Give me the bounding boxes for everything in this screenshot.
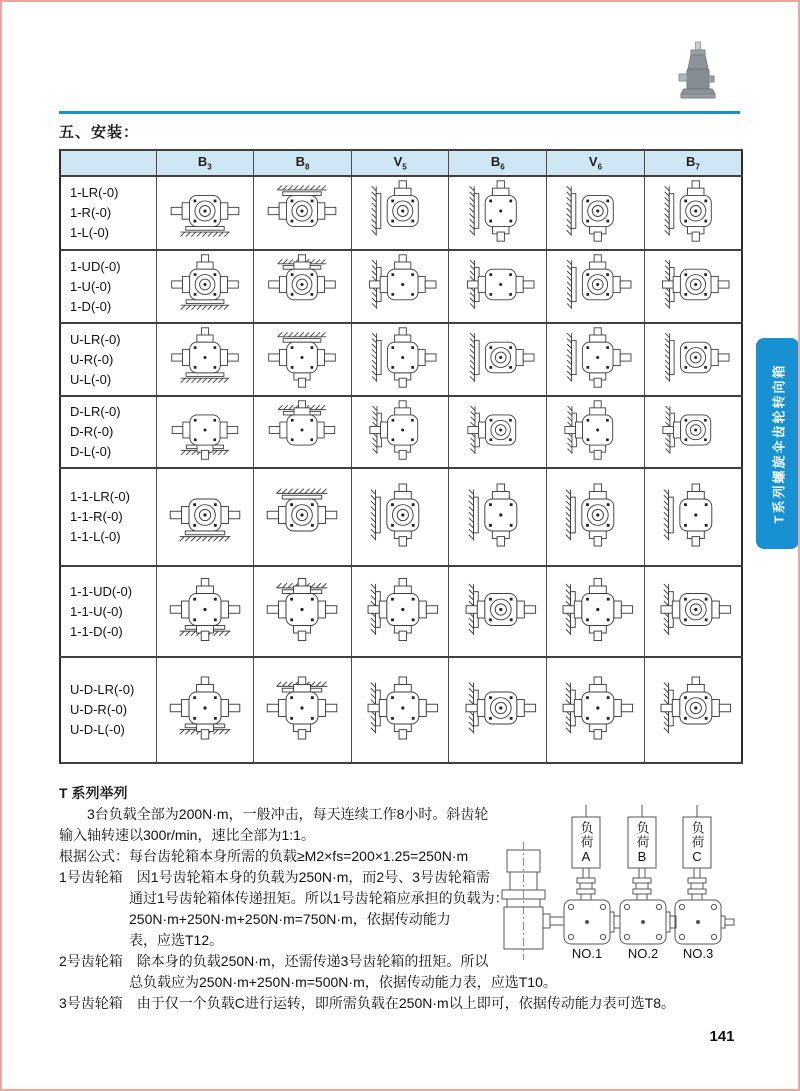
model-label-cell <box>60 323 156 396</box>
installation-cell <box>547 250 645 323</box>
table-row <box>60 468 742 566</box>
model-label-cell <box>60 250 156 323</box>
gearbox-floor-mount-icon <box>158 471 252 559</box>
unit-number-label: NO.3 <box>682 946 714 961</box>
series-side-tab <box>756 338 799 549</box>
header-row <box>60 150 742 176</box>
example-line: 2号齿轮箱 除本身的负载250N·m，还需传递3号齿轮箱的扭矩。所以 <box>59 953 489 969</box>
blue-divider <box>59 111 740 114</box>
model-label: 1-R(-0) <box>70 205 112 220</box>
installation-cell <box>254 468 352 566</box>
installation-cell <box>254 566 352 657</box>
installation-cell <box>254 396 352 468</box>
model-label-cell <box>60 176 156 250</box>
model-label: 1-L(-0) <box>70 225 110 240</box>
gearbox-wall-mount-icon <box>548 179 642 243</box>
installation-cell <box>449 566 547 657</box>
installation-cell <box>351 657 449 763</box>
gearbox-wall-mount-icon <box>353 660 447 756</box>
column-header: $B_3$ <box>156 150 254 176</box>
installation-cell <box>547 323 645 396</box>
model-label: U-LR(-0) <box>70 331 121 347</box>
installation-cell <box>351 566 449 657</box>
installation-cell <box>449 176 547 250</box>
gearbox-floor-mount-icon <box>158 399 252 461</box>
model-label: 1-1-L(-0) <box>70 529 121 544</box>
model-label: U-D-R(-0) <box>70 702 128 717</box>
table-row <box>60 323 742 396</box>
example-line: 输入轴转速以300r/min，速比全部为1:1。 <box>59 827 315 843</box>
column-header: $V_6$ <box>547 150 645 176</box>
gearbox-units <box>564 900 734 944</box>
installation-cell <box>254 323 352 396</box>
model-label-cell <box>60 396 156 468</box>
installation-cell <box>254 657 352 763</box>
table-row <box>60 657 742 763</box>
gearbox-wall-mount-icon <box>353 471 447 559</box>
page-number: 141 <box>709 1028 735 1045</box>
installation-cell <box>156 566 254 657</box>
installation-cell <box>351 323 449 396</box>
gearbox-wall-mount-icon <box>353 399 447 461</box>
installation-cell <box>254 176 352 250</box>
model-label-cell <box>60 657 156 763</box>
example-line: 1号齿轮箱 因1号齿轮箱本身的负载为250N·m，而2号、3号齿轮箱需 <box>59 869 490 885</box>
installation-cell <box>644 468 742 566</box>
gearbox-wall-mount-icon <box>646 253 740 316</box>
gearbox-wall-mount-icon <box>646 569 740 650</box>
gearbox-wall-mount-icon <box>451 471 545 559</box>
model-label: 1-1-R(-0) <box>70 509 123 524</box>
model-label: 1-UD(-0) <box>70 258 121 274</box>
corner-cell <box>60 150 156 176</box>
example-line: 表，应选T12。 <box>59 932 224 948</box>
model-label: U-D-L(-0) <box>70 722 125 737</box>
installation-cell <box>644 566 742 657</box>
example-line: 3号齿轮箱 由于仅一个负载C进行运转，即所需负载在250N·m以上即可，依据传动能力表可选T8。 <box>59 995 676 1011</box>
model-label: 1-1-UD(-0) <box>70 583 133 599</box>
gearbox-wall-mount-icon <box>548 399 642 461</box>
gearbox-ceiling-mount-icon <box>255 660 349 756</box>
installation-cell <box>449 250 547 323</box>
gearbox-wall-mount-icon <box>646 326 740 389</box>
example-line: 3台负载全部为200N·m，一般冲击，每天连续工作8小时。斜齿轮 <box>59 806 489 822</box>
installation-cell <box>254 250 352 323</box>
table-row <box>60 566 742 657</box>
bevel-gearbox-photo-icon <box>678 41 718 101</box>
load-label: 负荷C <box>689 821 705 865</box>
gearbox-wall-mount-icon <box>548 253 642 316</box>
installation-cell <box>156 396 254 468</box>
gearbox-floor-mount-icon <box>158 326 252 389</box>
model-label: U-L(-0) <box>70 371 112 387</box>
gearbox-ceiling-mount-icon <box>255 399 349 461</box>
model-label: U-D-LR(-0) <box>70 682 135 697</box>
motor-drawing <box>502 842 564 960</box>
load-label: 负荷B <box>634 821 650 865</box>
gearbox-ceiling-mount-icon <box>255 471 349 559</box>
installation-cell <box>449 657 547 763</box>
column-header: $V_5$ <box>351 150 449 176</box>
installation-cell <box>449 323 547 396</box>
section-heading: 五、安装： <box>59 124 140 141</box>
gearbox-wall-mount-icon <box>451 569 545 650</box>
installation-cell <box>156 468 254 566</box>
column-header: $B_8$ <box>254 150 352 176</box>
gearbox-floor-mount-icon <box>158 179 252 243</box>
load-label: 负荷A <box>578 821 594 865</box>
model-label: 1-D(-0) <box>70 298 112 314</box>
model-label: 1-1-U(-0) <box>70 603 123 619</box>
table-row <box>60 176 742 250</box>
gearbox-floor-mount-icon <box>158 253 252 316</box>
model-label-cell <box>60 468 156 566</box>
unit-number-label: NO.1 <box>571 946 603 961</box>
installation-cell <box>644 323 742 396</box>
gearbox-wall-mount-icon <box>353 253 447 316</box>
installation-cell <box>644 657 742 763</box>
example-line: 250N·m+250N·m+250N·m=750N·m，依据传动能力 <box>59 911 451 927</box>
gearbox-wall-mount-icon <box>548 660 642 756</box>
example-line: 通过1号齿轮箱体传递扭矩。所以1号齿轮箱应承担的负载为： <box>59 890 509 906</box>
gearbox-wall-mount-icon <box>548 326 642 389</box>
model-label: 1-U(-0) <box>70 278 112 294</box>
column-header: $B_7$ <box>644 150 742 176</box>
gearbox-wall-mount-icon <box>646 179 740 243</box>
gearbox-ceiling-mount-icon <box>255 253 349 316</box>
gearbox-wall-mount-icon <box>646 660 740 756</box>
installation-cell <box>156 323 254 396</box>
gearbox-wall-mount-icon <box>353 326 447 389</box>
installation-cell <box>547 657 645 763</box>
gearbox-wall-mount-icon <box>548 471 642 559</box>
example-line: 根据公式：每台齿轮箱本身所需的负载≥M2×fs=200×1.25=250N·m <box>59 848 469 864</box>
vertical-shafts <box>577 868 706 900</box>
model-label-cell <box>60 566 156 657</box>
installation-cell <box>156 657 254 763</box>
model-label: D-L(-0) <box>70 444 112 459</box>
gearbox-wall-mount-icon <box>451 399 545 461</box>
gearbox-wall-mount-icon <box>451 326 545 389</box>
gearbox-wall-mount-icon <box>451 253 545 316</box>
model-label: 1-1-D(-0) <box>70 623 123 639</box>
gearbox-wall-mount-icon <box>451 660 545 756</box>
installation-cell <box>351 468 449 566</box>
installation-cell <box>351 396 449 468</box>
column-header: $B_6$ <box>449 150 547 176</box>
gearbox-wall-mount-icon <box>646 399 740 461</box>
unit-number-label: NO.2 <box>627 946 659 961</box>
installation-cell <box>351 176 449 250</box>
installation-cell <box>351 250 449 323</box>
table-row <box>60 250 742 323</box>
installation-cell <box>156 176 254 250</box>
gearbox-ceiling-mount-icon <box>255 326 349 389</box>
installation-cell <box>644 396 742 468</box>
installation-cell <box>449 396 547 468</box>
installation-cell <box>547 566 645 657</box>
model-label: D-LR(-0) <box>70 404 121 419</box>
installation-cell <box>644 250 742 323</box>
load-train-diagram <box>490 798 770 970</box>
installation-cell <box>156 250 254 323</box>
gearbox-ceiling-mount-icon <box>255 569 349 650</box>
installation-cell <box>547 176 645 250</box>
series-side-tab-label: T系列螺旋伞齿轮转向箱 <box>771 363 787 524</box>
gearbox-floor-mount-icon <box>158 569 252 650</box>
installation-cell <box>449 468 547 566</box>
installation-cell <box>547 468 645 566</box>
gearbox-wall-mount-icon <box>353 179 447 243</box>
installation-cell <box>644 176 742 250</box>
gearbox-wall-mount-icon <box>548 569 642 650</box>
gearbox-floor-mount-icon <box>158 660 252 756</box>
gearbox-wall-mount-icon <box>451 179 545 243</box>
installation-table <box>59 149 743 764</box>
installation-cell <box>547 396 645 468</box>
gearbox-ceiling-mount-icon <box>255 179 349 243</box>
model-label: 1-1-LR(-0) <box>70 489 130 504</box>
model-label: D-R(-0) <box>70 424 114 439</box>
model-label: U-R(-0) <box>70 351 114 367</box>
model-label: 1-LR(-0) <box>70 185 119 200</box>
example-line: 总负载应为250N·m+250N·m=500N·m，依据传动能力表，应选T10。 <box>59 974 557 990</box>
example-heading: T 系列举列 <box>59 785 128 801</box>
table-row <box>60 396 742 468</box>
gearbox-wall-mount-icon <box>646 471 740 559</box>
gearbox-wall-mount-icon <box>353 569 447 650</box>
